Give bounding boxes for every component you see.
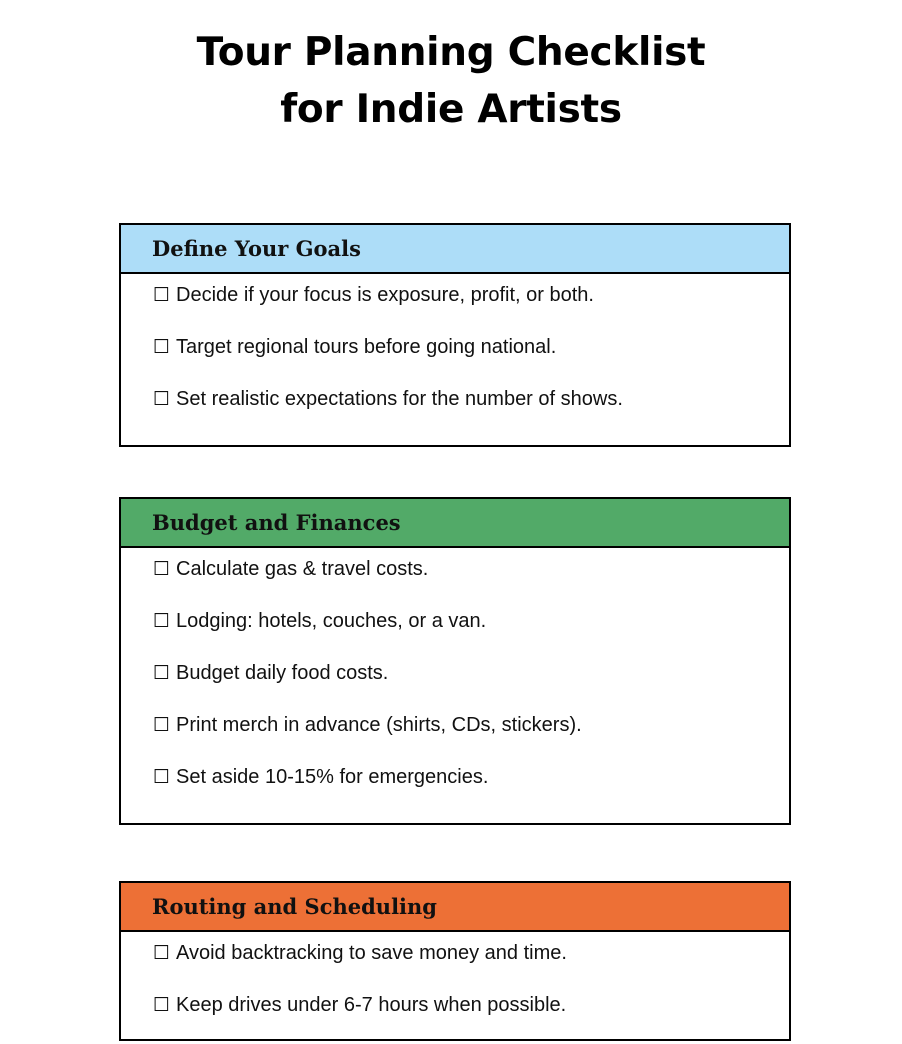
checklist-item	[153, 992, 789, 1044]
page-title	[0, 24, 902, 138]
checklist	[121, 932, 789, 1044]
checkbox-icon[interactable]: ☐	[153, 284, 171, 306]
checkbox-icon[interactable]: ☐	[153, 336, 171, 358]
checkbox-icon[interactable]: ☐	[153, 388, 171, 410]
checklist-item	[153, 940, 789, 992]
section-heading: Define Your Goals	[152, 236, 361, 261]
checklist-item-text: Print merch in advance (shirts, CDs, stickers).	[176, 714, 582, 736]
checklist-item	[153, 334, 789, 386]
checklist-item-text: Lodging: hotels, couches, or a van.	[176, 610, 487, 632]
checklist-item	[153, 282, 789, 334]
checkbox-icon[interactable]: ☐	[153, 662, 171, 684]
section-heading: Routing and Scheduling	[152, 894, 437, 919]
section-header	[121, 225, 789, 274]
checkbox-icon[interactable]: ☐	[153, 994, 171, 1016]
checklist-item-text: Target regional tours before going national.	[176, 336, 557, 358]
title-line-1: Tour Planning Checklist	[196, 30, 706, 75]
title-line-2: for Indie Artists	[280, 87, 622, 132]
section-routing-scheduling	[119, 881, 791, 1041]
checklist-item-text: Budget daily food costs.	[176, 662, 389, 684]
checkbox-icon[interactable]: ☐	[153, 942, 171, 964]
checklist	[121, 548, 789, 816]
checklist	[121, 274, 789, 438]
section-budget-finances	[119, 497, 791, 825]
checklist-item	[153, 556, 789, 608]
checkbox-icon[interactable]: ☐	[153, 766, 171, 788]
checkbox-icon[interactable]: ☐	[153, 714, 171, 736]
section-define-goals	[119, 223, 791, 447]
checklist-item-text: Avoid backtracking to save money and time.	[176, 942, 567, 964]
section-header	[121, 883, 789, 932]
checklist-item-text: Set realistic expectations for the number of shows.	[176, 388, 623, 410]
section-heading: Budget and Finances	[152, 510, 401, 535]
checklist-item-text: Calculate gas & travel costs.	[176, 558, 429, 580]
checkbox-icon[interactable]: ☐	[153, 558, 171, 580]
checklist-item-text: Keep drives under 6-7 hours when possible.	[176, 994, 567, 1016]
checklist-item	[153, 386, 789, 438]
checklist-item	[153, 764, 789, 816]
section-header	[121, 499, 789, 548]
checklist-item	[153, 712, 789, 764]
checklist-item-text: Set aside 10-15% for emergencies.	[176, 766, 489, 788]
checklist-item	[153, 608, 789, 660]
checklist-item	[153, 660, 789, 712]
checkbox-icon[interactable]: ☐	[153, 610, 171, 632]
checklist-item-text: Decide if your focus is exposure, profit, or both.	[176, 284, 594, 306]
